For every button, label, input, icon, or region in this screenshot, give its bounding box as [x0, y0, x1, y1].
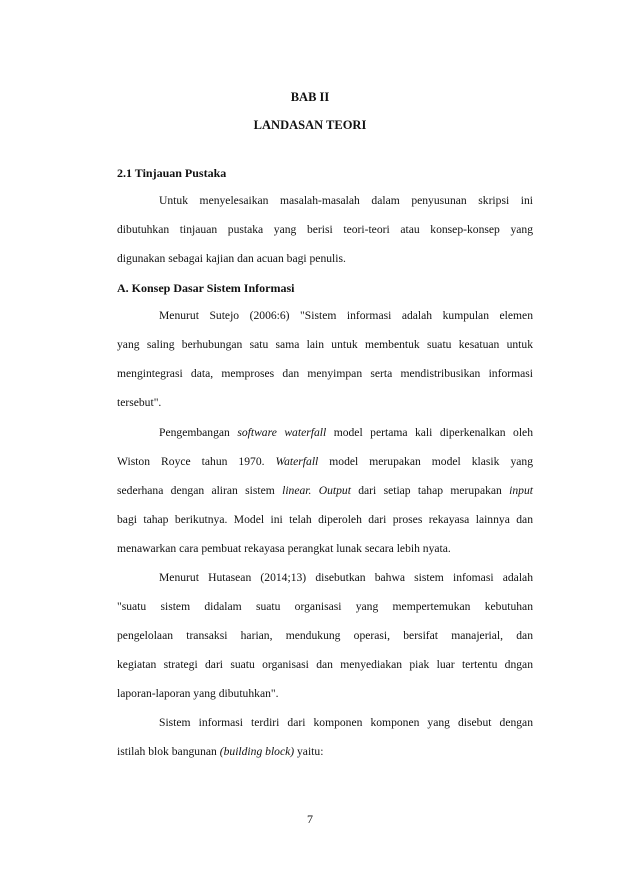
paragraph-5	[117, 708, 533, 766]
paragraph-3	[117, 418, 533, 563]
paragraph-line: istilah blok bangunan (building block) yaitu:	[117, 745, 324, 758]
paragraph-line: bagi tahap berikutnya. Model ini telah diperoleh dari proses rekayasa lainnya dan	[117, 513, 533, 526]
paragraph-line: Menurut Hutasean (2014;13) disebutkan bahwa sistem infomasi adalah	[159, 571, 533, 584]
paragraph-4	[117, 563, 533, 708]
paragraph-line: "suatu sistem didalam suatu organisasi yang mempertemukan kebutuhan	[117, 600, 533, 613]
paragraph-line: Menurut Sutejo (2006:6) "Sistem informasi adalah kumpulan elemen	[159, 309, 533, 322]
paragraph-line: sederhana dengan aliran sistem linear. Output dari setiap tahap merupakan input	[117, 484, 533, 497]
page-number: 7	[307, 812, 313, 826]
paragraph-line: kegiatan strategi dari suatu organisasi dan menyediakan piak luar tertentu dngan	[117, 658, 533, 671]
paragraph-line: pengelolaan transaksi harian, mendukung operasi, bersifat manajerial, dan	[117, 629, 533, 642]
paragraph-1	[117, 186, 533, 273]
paragraph-line: yang saling berhubungan satu sama lain untuk membentuk suatu kesatuan untuk	[117, 338, 533, 351]
paragraph-line: dibutuhkan tinjauan pustaka yang berisi teori-teori atau konsep-konsep yang	[117, 223, 533, 236]
paragraph-line: Wiston Royce tahun 1970. Waterfall model merupakan model klasik yang	[117, 455, 533, 468]
paragraph-line: mengintegrasi data, memproses dan menyimpan serta mendistribusikan informasi	[117, 367, 533, 380]
paragraph-line: menawarkan cara pembuat rekayasa perangkat lunak secara lebih nyata.	[117, 542, 451, 555]
paragraph-line: Untuk menyelesaikan masalah-masalah dalam penyusunan skripsi ini	[159, 194, 533, 207]
paragraph-line: laporan-laporan yang dibutuhkan".	[117, 687, 279, 700]
paragraph-line: Sistem informasi terdiri dari komponen komponen yang disebut dengan	[159, 716, 533, 729]
chapter-number: BAB II	[290, 90, 330, 104]
subsection-heading: A. Konsep Dasar Sistem Informasi	[117, 281, 295, 295]
paragraph-line: tersebut".	[117, 396, 162, 409]
section-heading: 2.1 Tinjauan Pustaka	[117, 166, 227, 180]
paragraph-2	[117, 301, 533, 417]
paragraph-line: digunakan sebagai kajian dan acuan bagi penulis.	[117, 252, 346, 265]
paragraph-line: Pengembangan software waterfall model pertama kali diperkenalkan oleh	[159, 426, 533, 439]
chapter-title: LANDASAN TEORI	[253, 118, 367, 132]
